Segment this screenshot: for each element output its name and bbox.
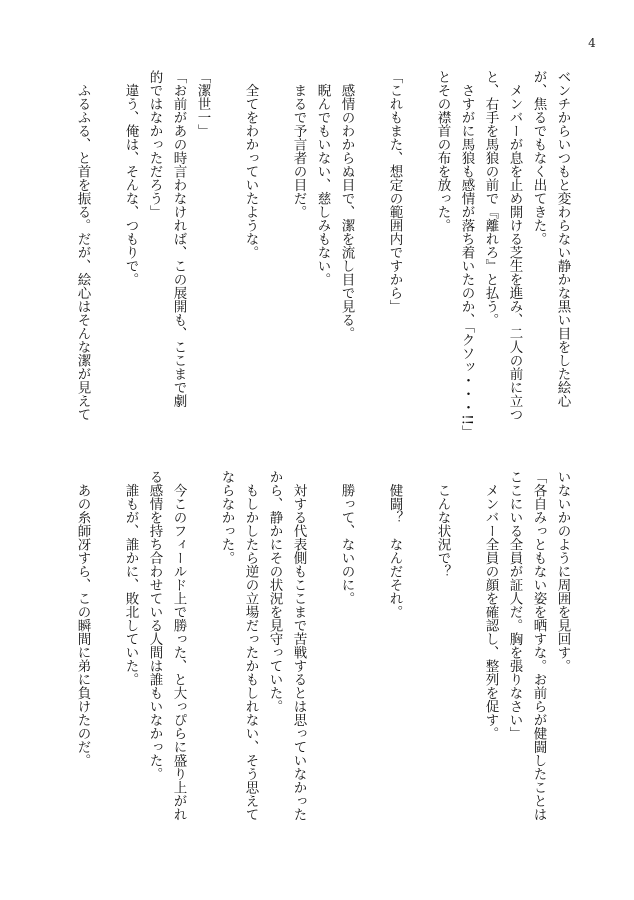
text-line: 健闘？ なんだそれ。: [386, 470, 403, 619]
text-line: もしかしたら逆の立場だったかもしれない、そう思えて: [242, 470, 259, 821]
text-line: あの糸師冴すら、この瞬間に弟に負けたのだ。: [74, 470, 91, 767]
text-line: と、右手を馬狼の前で『離れろ』と払う。: [482, 70, 499, 327]
text-line: メンバーが息を止め開ける芝生を進み、二人の前に立つ: [506, 70, 523, 421]
text-line: さすがに馬狼も感情が落ち着いたのか、「クソッ・・・!!」: [458, 70, 475, 439]
text-line: 感情のわからぬ目で、潔を流し目で見る。: [338, 70, 355, 340]
text-line: まるで予言者の目だ。: [290, 70, 307, 219]
text-line: とその襟首の布を放った。: [434, 70, 451, 232]
text-line: こんな状況で？: [434, 470, 451, 578]
text-line: が、焦るでもなく出てきた。: [530, 70, 547, 246]
text-line: いないかのように周囲を見回す。: [554, 470, 571, 673]
text-line: 的ではなかっただろう」: [146, 70, 163, 219]
text-line: 今このフィールド上で勝った、と大っぴらに盛り上がれ: [170, 470, 187, 821]
text-line: ここにいる全員が証人だ。胸を張りなさい」: [506, 470, 523, 740]
text-line: 誰もが、誰かに、敗北していた。: [122, 470, 139, 686]
text-line: 「潔世一」: [194, 70, 211, 138]
text-line: ベンチからいつもと変わらない静かな黒い目をした絵心: [554, 70, 571, 408]
text-line: 全てをわかっていたような。: [242, 70, 259, 259]
text-line: 「各自みっともない姿を晒すな。お前らが健闘したことは: [530, 470, 547, 821]
page-number: 4: [588, 36, 596, 50]
text-line: 勝って、ないのに。: [338, 470, 355, 605]
text-line: 違う、俺は、そんな、つもりで。: [122, 70, 139, 286]
text-line: 睨んでもいない、慈しみもない。: [314, 70, 331, 286]
text-line: メンバー全員の顔を確認し、整列を促す。: [482, 470, 499, 740]
text-line: 「これもまた、想定の範囲内ですから」: [386, 70, 403, 313]
text-line: ならなかった。: [218, 470, 235, 565]
text-line: から、静かにその状況を見守っていた。: [266, 470, 283, 713]
text-line: 「お前があの時言わなければ、この展開も、ここまで劇: [170, 70, 187, 408]
text-line: ふるふる、と首を振る。だが、絵心はそんな潔が見えて: [74, 70, 91, 421]
text-line: る感情を持ち合わせている人間は誰もいなかった。: [146, 470, 163, 781]
text-line: 対する代表側もここまで苦戦するとは思っていなかった: [290, 470, 307, 821]
